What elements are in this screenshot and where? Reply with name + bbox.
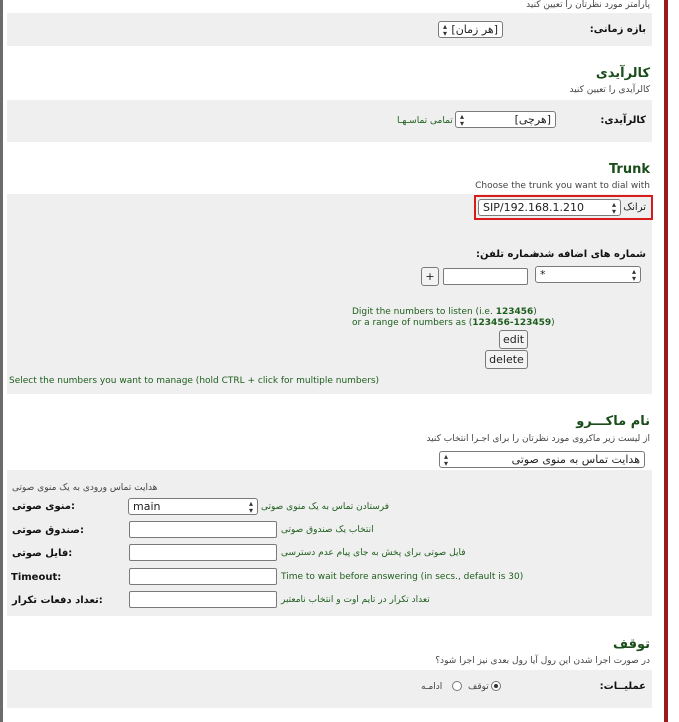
caller-help: تمامی تماسـهـا bbox=[397, 116, 453, 126]
hint-line-2-prefix: or a range of numbers as ( bbox=[352, 318, 473, 328]
ivr-help: فرستادن تماس به یک منوی صوتی bbox=[261, 502, 390, 512]
timeout-input[interactable] bbox=[129, 568, 277, 585]
hint-line-1 bbox=[352, 307, 537, 317]
manage-numbers-help: Select the numbers you want to manage (hold CTRL + click for multiple numbers) bbox=[9, 376, 380, 386]
trunk-title: Trunk bbox=[608, 162, 650, 177]
add-number-button[interactable]: + bbox=[421, 267, 439, 286]
continue-option-label: ادامـه bbox=[421, 682, 443, 692]
delete-button[interactable]: delete bbox=[485, 350, 528, 369]
hint-line-2-suffix: ) bbox=[551, 318, 555, 328]
select-arrows-icon: ▴ ▾ bbox=[611, 199, 616, 216]
time-label: بازه زمانی: bbox=[589, 24, 646, 35]
edit-button[interactable]: edit bbox=[499, 330, 528, 349]
timeout-help: Time to wait before answering (in secs., default is 30) bbox=[281, 572, 524, 582]
added-numbers-label: شماره های اضافه شده bbox=[532, 249, 646, 260]
select-arrows-icon: ▴ ▾ bbox=[631, 266, 636, 283]
caller-select[interactable] bbox=[455, 111, 556, 128]
caller-select-value: [هرچی] bbox=[514, 113, 551, 126]
phone-number-input[interactable] bbox=[443, 268, 528, 285]
main-content bbox=[3, 0, 664, 722]
trunk-label: ترانک bbox=[623, 202, 646, 213]
macro-description: هدایت تماس ورودی به یک منوی صوتی bbox=[12, 483, 158, 493]
repeat-count-label: :تعداد دفعات تکرار bbox=[12, 595, 103, 606]
voicemail-input[interactable] bbox=[129, 521, 277, 538]
added-numbers-value: * bbox=[540, 268, 546, 281]
stop-title: توقف bbox=[612, 637, 650, 652]
hint-line-2-number: 123456-123459 bbox=[472, 318, 552, 328]
select-arrows-icon: ▴ ▾ bbox=[443, 21, 448, 38]
macro-select-value: هدایت تماس به منوی صوتی bbox=[511, 453, 640, 466]
trunk-select[interactable] bbox=[478, 199, 621, 216]
stop-radio[interactable] bbox=[491, 681, 501, 691]
hint-line-1-suffix: ) bbox=[533, 307, 537, 317]
ivr-label: :منوی صوتی bbox=[12, 501, 75, 512]
hint-line-2 bbox=[352, 318, 555, 328]
ivr-select-value: main bbox=[133, 500, 161, 513]
hint-line-1-number: 123456 bbox=[495, 307, 534, 317]
time-band bbox=[7, 13, 652, 46]
continue-radio[interactable] bbox=[452, 681, 462, 691]
hint-line-1-prefix: Digit the numbers to listen (i.e. bbox=[352, 307, 496, 317]
repeat-count-help: تعداد تکرار در تایم اوت و انتخاب نامعتبر bbox=[281, 595, 430, 605]
top-subtitle: پارامتر مورد نظرتان را تعیین کنید bbox=[526, 0, 650, 10]
right-margin bbox=[668, 0, 679, 722]
stop-subtitle: در صورت اجرا شدن این رول آیا رول بعدی نیز اجرا شود؟ bbox=[435, 656, 650, 666]
voicemail-help: انتخاب یک صندوق صوتی bbox=[281, 525, 374, 535]
trunk-subtitle: Choose the trunk you want to dial with bbox=[475, 181, 650, 191]
audio-file-label: :فایل صوتی bbox=[12, 548, 73, 559]
ivr-select[interactable] bbox=[128, 498, 258, 515]
trunk-select-value: SIP/192.168.1.210 bbox=[483, 201, 585, 214]
select-arrows-icon: ▴ ▾ bbox=[460, 111, 465, 128]
macro-select[interactable] bbox=[439, 451, 645, 468]
caller-title: کالرآیدی bbox=[595, 66, 650, 81]
caller-subtitle: کالرآیدی را تعیین کنید bbox=[569, 85, 650, 95]
caller-label: کالرآیدی: bbox=[600, 115, 646, 126]
phone-number-label: شماره تلفن: bbox=[476, 249, 540, 260]
macro-title: نام ماکـــرو bbox=[576, 414, 650, 429]
audio-file-help: فایل صوتی برای پخش به جای پیام عدم دسترسی bbox=[281, 548, 466, 558]
time-select[interactable] bbox=[438, 21, 503, 38]
operation-label: عملیــات: bbox=[599, 681, 646, 692]
macro-subtitle: از لیست زیر ماکروی مورد نظرتان را برای اجـرا انتخاب کنید bbox=[426, 434, 650, 444]
stop-band bbox=[7, 670, 652, 708]
timeout-label: Timeout: bbox=[11, 572, 62, 583]
added-numbers-select[interactable] bbox=[535, 266, 641, 283]
voicemail-label: :صندوق صوتی bbox=[12, 525, 84, 536]
time-select-value: [هر زمان] bbox=[451, 23, 498, 36]
stop-option-label: توقف bbox=[468, 682, 489, 692]
repeat-count-input[interactable] bbox=[129, 591, 277, 608]
trunk-band bbox=[7, 194, 652, 394]
select-arrows-icon: ▴ ▾ bbox=[248, 498, 253, 515]
select-arrows-icon: ▴ ▾ bbox=[444, 451, 449, 468]
audio-file-input[interactable] bbox=[129, 544, 277, 561]
